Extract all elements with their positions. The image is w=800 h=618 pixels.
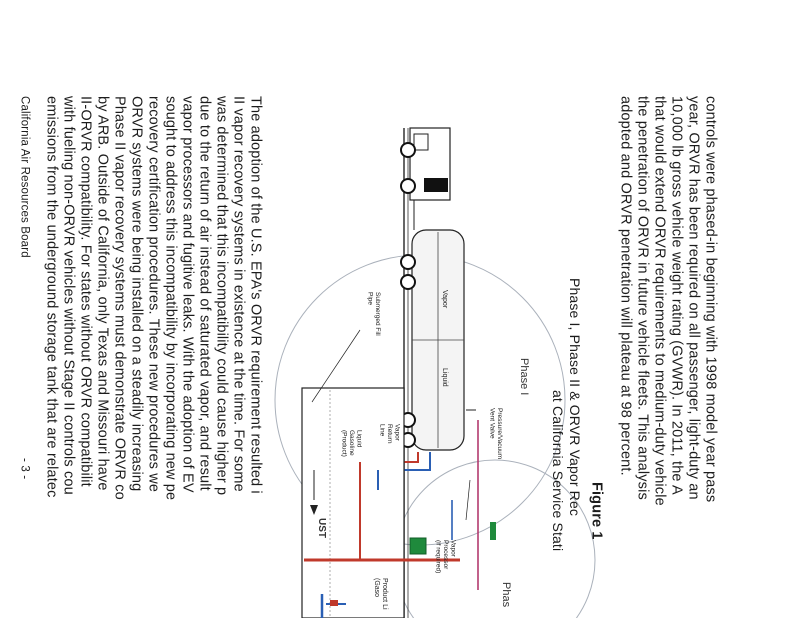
footer-page-number: - 3 - — [18, 458, 31, 480]
body-line: II-ORVR compatibility. For states without ORVR compatibilit — [77, 96, 94, 487]
ust-label: UST — [316, 518, 327, 538]
vapor-return-line-label: Vapor Return Line — [378, 424, 401, 444]
body-line: was determined that this incompatibility could cause higher p — [213, 96, 230, 496]
product-line-label: Product Li (Gaso — [373, 578, 389, 610]
body-line: sought to address this incompatibility by incorporating new pe — [162, 96, 179, 501]
figure-label: Figure 1 — [588, 482, 605, 540]
submerged-fill-pipe-label: Submerged Fill Pipe — [366, 292, 381, 336]
vapor-processor — [410, 538, 426, 554]
body-line: II vapor recovery systems in existence at the time. For some — [230, 96, 247, 492]
phase-2-label: Phas — [500, 582, 512, 608]
intro-line: 10,000 lb gross vehicle weight rating (GVWR). In 2011, the A — [668, 96, 685, 495]
underground-storage-tank — [302, 388, 404, 618]
intro-line: that would extend ORVR requirements to medium-duty vehicle — [651, 96, 668, 506]
body-line: Phase II vapor recovery systems must demonstrate ORVR co — [111, 96, 128, 500]
body-line: with fueling non-ORVR vehicles without Stage II controls cou — [60, 96, 77, 495]
pressure-vacuum-vent-label: Pressure/Vacuum Vent Valve — [488, 408, 503, 460]
body-line: vapor processors and fugitive leaks. With the adoption of EV — [179, 96, 196, 493]
phase-1-label: Phase I — [518, 358, 530, 396]
footer-organization: California Air Resources Board — [18, 96, 31, 258]
figure-caption-line-2: at California Service Stati — [550, 390, 566, 552]
vapor-processor-label: Vapor Processor (if required) — [434, 540, 457, 574]
tanker-trailer — [401, 230, 476, 450]
intro-line: controls were phased-in beginning with 1998 model year pass — [702, 96, 719, 503]
vapor-tank-label: Vapor — [441, 290, 449, 309]
body-line: ORVR systems were being installed on a steadily increasing — [128, 96, 145, 492]
liquid-tank-label: Liquid — [441, 368, 449, 387]
body-line: The adoption of the U.S. EPA's ORVR requirement resulted i — [247, 96, 264, 494]
body-line: recovery certification procedures. These new procedures we — [145, 96, 162, 493]
figure-caption-line-1: Phase I, Phase II & ORVR Vapor Rec — [567, 278, 583, 517]
intro-line: year, ORVR has been required on all passenger, light-duty an — [685, 96, 702, 500]
intro-line: the penetration of ORVR in future vehicle fleets. This analysis — [634, 96, 651, 500]
body-line: emissions from the underground storage tank that are relatec — [43, 96, 60, 498]
liquid-gasoline-label: Liquid Gasoline (Product) — [340, 430, 363, 457]
intro-line: adopted and ORVR penetration will plateau at 98 percent. — [617, 96, 634, 476]
body-line: due to the return of air instead of saturated vapor, and result — [196, 96, 213, 491]
body-line: by ARB. Outside of California, only Texas and Missouri have — [94, 96, 111, 491]
